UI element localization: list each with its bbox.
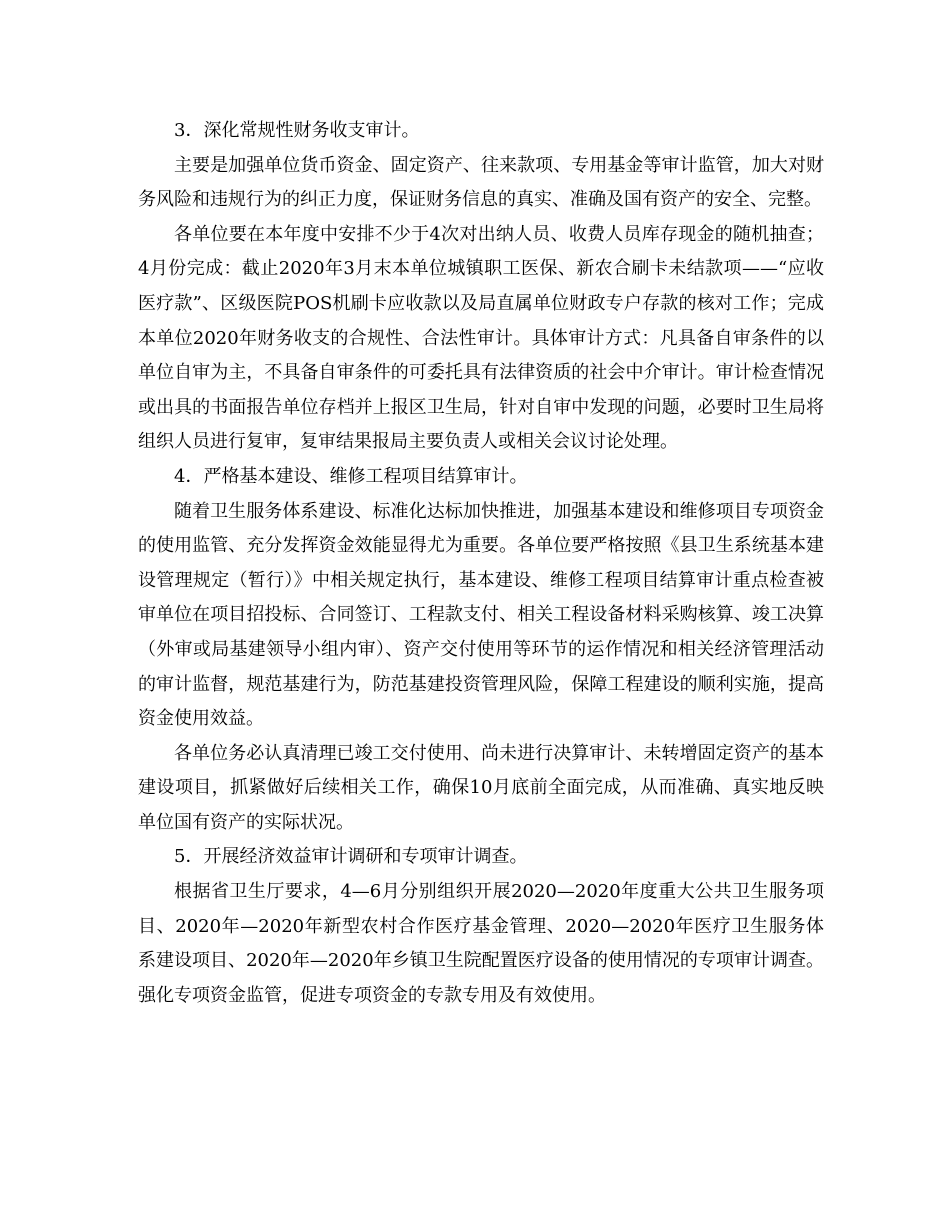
body-paragraph: 根据省卫生厅要求，4—6月分别组织开展2020—2020年度重大公共卫生服务项目、2020年—2020年新型农村合作医疗基金管理、2020—2020年医疗卫生服务体系建设项目、2020年—2020年乡镇卫生院配置医疗设备的使用情况的专项审计调查。强化专项资金监管，促进专项资金的专款专用及有效使用。 xyxy=(138,881,824,1006)
section-heading: 3．深化常规性财务收支审计。 xyxy=(174,120,420,141)
body-paragraph: 各单位要在本年度中安排不少于4次对出纳人员、收费人员库存现金的随机抽查；4月份完成：截止2020年3月末本单位城镇职工医保、新农合刷卡未结款项——“应收医疗款”、区级医院POS机刷卡应收款以及局直属单位财政专户存款的核对工作；完成本单位2020年财务收支的合规性、合法性审计。具体审计方式：凡具备自审条件的以单位自审为主，不具备自审条件的可委托具有法律资质的社会中介审计。审计检查情况或出具的书面报告单位存档并上报区卫生局，针对自审中发现的问题，必要时卫生局将组织人员进行复审，复审结果报局主要负责人或相关会议讨论处理。 xyxy=(138,223,824,453)
section-heading: 4．严格基本建设、维修工程项目结算审计。 xyxy=(174,465,528,487)
body-paragraph: 主要是加强单位货币资金、固定资产、往来款项、专用基金等审计监管，加大对财务风险和违规行为的纠正力度，保证财务信息的真实、准确及国有资产的安全、完整。 xyxy=(138,154,824,211)
section-heading: 5．开展经济效益审计调研和专项审计调查。 xyxy=(174,846,528,868)
body-paragraph: 随着卫生服务体系建设、标准化达标加快推进，加强基本建设和维修项目专项资金的使用监管、充分发挥资金效能显得尤为重要。各单位要严格按照《县卫生系统基本建设管理规定（暂行）》中相关规定执行，基本建设、维修工程项目结算审计重点检查被审单位在项目招投标、合同签订、工程款支付、相关工程设备材料采购核算、竣工决算（外审或局基建领导小组内审）、资产交付使用等环节的运作情况和相关经济管理活动的审计监督，规范基建行为，防范基建投资管理风险，保障工程建设的顺利实施，提高资金使用效益。 xyxy=(138,500,824,730)
body-paragraph: 各单位务必认真清理已竣工交付使用、尚未进行决算审计、未转增固定资产的基本建设项目，抓紧做好后续相关工作，确保10月底前全面完成，从而准确、真实地反映单位国有资产的实际状况。 xyxy=(138,742,824,833)
document-body xyxy=(138,114,824,1013)
